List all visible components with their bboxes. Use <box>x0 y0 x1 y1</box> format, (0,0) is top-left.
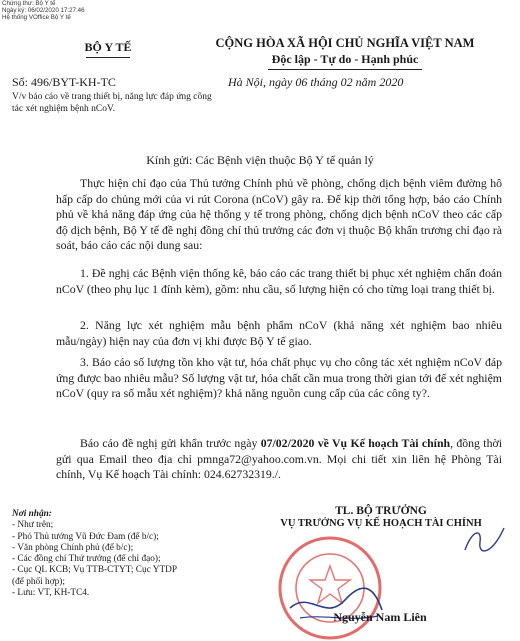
recipient-item: - Văn phòng Chính phủ (để b/c); <box>12 542 134 553</box>
national-title: CỘNG HÒA XÃ HỘI CHỦ NGHĨA VIỆT NAM <box>215 36 475 50</box>
document-number: Số: 496/BYT-KH-TC <box>12 75 116 89</box>
recipient-item: - Như trên; <box>12 520 54 531</box>
closing-deadline: 07/02/2020 về Vụ Kế hoạch Tài chính <box>260 436 451 450</box>
org-underline <box>86 57 130 58</box>
initial-mark <box>460 520 510 560</box>
recipients-block <box>12 509 242 599</box>
recipient-item: - Các đồng chí Thứ trưởng (để chỉ đạo); <box>12 554 161 565</box>
request-item-1: 1. Đề nghị các Bệnh viện thống kê, báo cáo các trang thiết bị phục xét nghiệm chẩn đoán nCoV (theo phụ lục 1 đính kèm), gồm: nhu cầu, số lượng hiện có cho từng loại trang thiết bị. <box>56 266 502 296</box>
recipient-item: (để phối hợp); <box>12 576 65 587</box>
closing-text-a: Báo cáo đề nghị gửi khẩn trước ngày <box>80 436 261 450</box>
request-item-2: 2. Năng lực xét nghiệm mẫu bệnh phẩm nCoV (khả năng xét nghiệm bao nhiêu mẫu/ngày) hiện nay của đơn vị khi được Bộ Y tế giao. <box>56 318 502 348</box>
issuing-organization: BỘ Y TẾ <box>84 40 132 54</box>
document-subject: V/v báo cáo về trang thiết bị, năng lực đáp ứng công tác xét nghiệm bệnh nCoV. <box>12 92 212 114</box>
recipient-item: - Lưu: VT, KH-TC4. <box>12 588 90 599</box>
signature-system: Hệ thống VOffice Bộ Y tế <box>2 14 71 22</box>
place-date: Hà Nội, ngày 06 tháng 02 năm 2020 <box>228 75 404 89</box>
signature-date: Ngày ký: 06/02/2020 17:27:46 <box>2 7 85 15</box>
motto-underline <box>268 69 422 70</box>
signature-authority: TL. BỘ TRƯỞNG <box>335 505 427 517</box>
closing-text-b: , đồng thời gửi qua Email theo địa chỉ pmnga72@yahoo.com.vn. Mọi chi tiết xin liên hệ Phòng Tài chính, Vụ Kế hoạch Tài chính: 024.62732319./. <box>56 436 502 481</box>
closing-paragraph <box>56 436 502 483</box>
request-item-3: 3. Báo cáo số lượng tồn kho vật tư, hóa chất phục vụ cho công tác xét nghiệm nCoV đáp ứng được bao nhiêu mẫu? Số lượng vật tư, hóa chất cần mua trong thời gian tới để xét nghiệm nCoV (quy ra số mẫu xét nghiệm)? khả năng nguồn cung cấp của các công ty?. <box>56 355 502 400</box>
digital-signature-info <box>2 0 85 22</box>
recipients-title: Nơi nhận: <box>12 509 52 519</box>
intro-paragraph: Thực hiện chỉ đạo của Thủ tướng Chính phủ về phòng, chống dịch bệnh viêm đường hô hấp cấp do chủng mới của vi rút Corona (nCoV) gây ra. Để kịp thời tổng hợp, báo cáo Chính phủ về khả năng đáp ứng của hệ thống y tế trong phòng, chống dịch bệnh nCoV theo các cấp độ dịch bệnh, Bộ Y tế đề nghị đồng chí thủ trưởng các đơn vị thuộc Bộ khẩn trương chỉ đạo rà soát, báo cáo các nội dung sau: <box>56 176 502 252</box>
signature-cert: Chứng thư: Bộ Y tế <box>2 0 56 7</box>
national-motto: Độc lập - Tự do - Hạnh phúc <box>271 52 419 66</box>
recipient-item: - Phó Thủ tướng Vũ Đức Đam (để b/c); <box>12 531 159 542</box>
signer-name: Nguyễn Nam Liên <box>333 610 427 624</box>
stamp-star-icon <box>310 566 350 603</box>
recipient-item: - Cục QL KCB; Vụ TTB-CTYT; Cục YTDP <box>12 565 178 576</box>
salutation: Kính gửi: Các Bệnh viện thuộc Bộ Y tế quản lý <box>146 153 374 167</box>
signature-title: VỤ TRƯỞNG VỤ KẾ HOẠCH TÀI CHÍNH <box>280 518 482 529</box>
